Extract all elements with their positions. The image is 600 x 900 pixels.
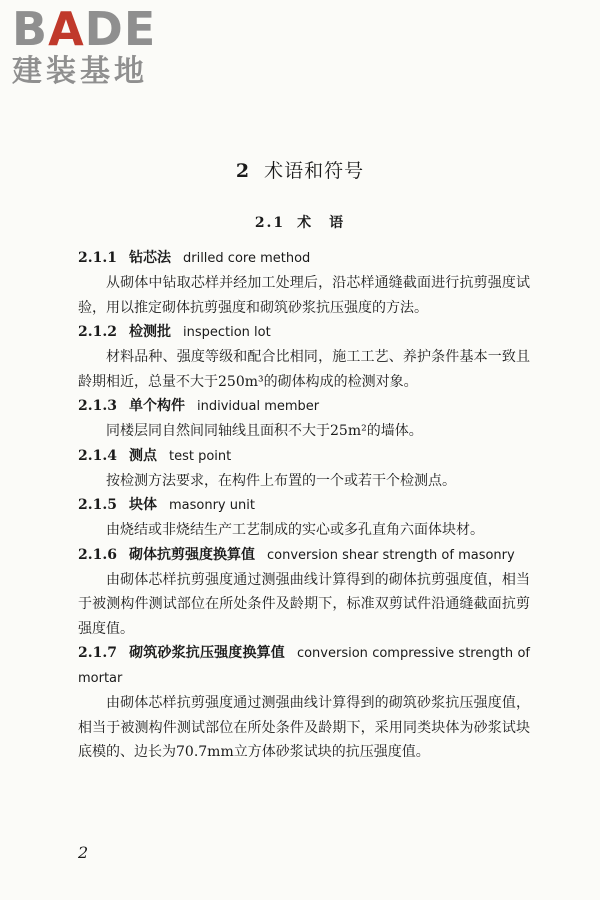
section-number: 2.1 bbox=[254, 215, 286, 231]
term-definition: 由砌体芯样抗剪强度通过测强曲线计算得到的砌筑砂浆抗压强度值，相当于被测构件测试部位在所处条件及龄期下，采用同类块体为砂浆试块底模的、边长为70.7mm立方体砂浆试块的抗压强度值。 bbox=[78, 695, 530, 760]
section-title-text: 术 语 bbox=[297, 215, 346, 231]
term-definition: 同楼层同自然间同轴线且面积不大于25m²的墙体。 bbox=[106, 423, 423, 439]
chapter-number: 2 bbox=[235, 160, 251, 182]
term-entry bbox=[78, 320, 530, 394]
term-definition: 按检测方法要求，在构件上布置的一个或若干个检测点。 bbox=[106, 472, 456, 489]
term-heading: 2.1.6 砌体抗剪强度换算值 conversion shear strength of masonry bbox=[78, 546, 515, 563]
term-entry bbox=[78, 444, 530, 494]
term-heading: 2.1.1 钻芯法 drilled core method bbox=[78, 250, 311, 266]
term-heading: 2.1.3 单个构件 individual member bbox=[78, 398, 320, 414]
term-entry bbox=[78, 493, 530, 543]
term-definition: 由砌体芯样抗剪强度通过测强曲线计算得到的砌体抗剪强度值，相当于被测构件测试部位在所处条件及龄期下，标准双剪试件沿通缝截面抗剪强度值。 bbox=[78, 571, 530, 637]
term-definition: 材料品种、强度等级和配合比相同，施工工艺、养护条件基本一致且龄期相近，总量不大于250m³的砌体构成的检测对象。 bbox=[78, 349, 530, 390]
page-number: 2 bbox=[78, 843, 89, 862]
term-heading: 2.1.2 检测批 inspection lot bbox=[78, 324, 271, 340]
term-entry bbox=[78, 543, 530, 642]
terms-list bbox=[78, 246, 530, 765]
chapter-title bbox=[0, 156, 600, 183]
term-entry bbox=[78, 246, 530, 320]
section-title bbox=[0, 212, 600, 232]
term-entry bbox=[78, 641, 530, 765]
term-definition: 由烧结或非烧结生产工艺制成的实心或多孔直角六面体块材。 bbox=[106, 522, 484, 538]
chapter-title-text: 术语和符号 bbox=[264, 160, 365, 182]
term-definition: 从砌体中钻取芯样并经加工处理后，沿芯样通缝截面进行抗剪强度试验，用以推定砌体抗剪强度和砌筑砂浆抗压强度的方法。 bbox=[78, 275, 530, 316]
logo-wordmark: BADE bbox=[12, 2, 157, 56]
logo-chinese-text: 建装基地 bbox=[12, 54, 148, 89]
term-heading: 2.1.5 块体 masonry unit bbox=[78, 497, 255, 513]
bade-logo bbox=[12, 2, 182, 90]
term-entry bbox=[78, 394, 530, 444]
term-heading: 2.1.4 测点 test point bbox=[78, 447, 232, 464]
term-heading: 2.1.7 砌筑砂浆抗压强度换算值 conversion compressive strength of mortar bbox=[78, 645, 531, 686]
